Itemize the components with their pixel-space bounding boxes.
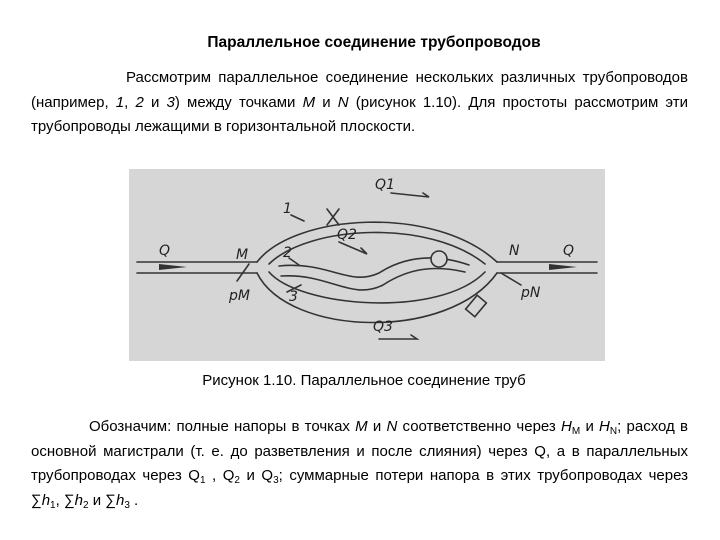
pipe-1-outer [257,222,497,262]
label-pipe-1: 1 [283,201,292,217]
pipe-1-inner [269,232,485,264]
text-span: соответственно через [397,418,562,435]
text-span: и [367,418,387,435]
page-title: Параллельное соединение трубопроводов [207,34,541,51]
pipe-2-lower [281,268,465,289]
flow-arrow-q3 [379,335,417,339]
inflow-arrow [159,264,187,270]
head-symbol: H [599,418,610,435]
label-q3: Q3 [373,319,393,335]
notation-paragraph [31,415,688,513]
text-span: ) между точками [174,93,303,111]
label-leader-1 [291,215,304,221]
text-span: ; расход в основной магистрали (т. е. до разветвления и после слияния) через Q, а в параллельных трубопроводах через Q [31,418,688,484]
pipe-number-1: 1 [115,93,125,111]
subscript: 1 [199,475,206,486]
head-symbol: H [561,418,572,435]
label-q-out: Q [563,243,575,259]
subscript: 1 [50,499,56,511]
pipeline-diagram [129,169,605,361]
subscript: N [609,426,618,437]
label-q1: Q1 [375,177,395,193]
label-pipe-3: 3 [289,289,298,305]
pipe-number-2: 2 [135,93,144,111]
text-span: и Q [239,467,274,484]
point-m: M [355,418,368,435]
text-span: ; суммарные потери напора в этих трубопроводах через ∑ [31,467,688,509]
text-span: и [580,418,600,435]
text-span: , ∑ [55,491,75,509]
subscript: 2 [82,499,89,511]
text-span: , [124,93,136,111]
loss-symbol: h [74,491,83,509]
text-span: Обозначим: полные напоры в точках [89,418,356,435]
pipe-number-3: 3 [166,93,175,111]
subscript: 3 [273,475,279,486]
flow-arrow-q2 [339,242,367,254]
text-span: и [143,93,167,111]
label-pn: pN [521,285,541,301]
text-span: (рисунок 1.10). Для простоты рассмотрим эти трубопроводы лежащими в горизонтальной плоскости. [31,93,689,135]
point-n: N [386,418,398,435]
text-span: и ∑ [88,491,116,509]
loss-symbol: h [115,491,125,509]
subscript: M [571,426,581,437]
outflow-arrow [549,264,577,270]
pipeline-figure [129,169,605,361]
text-span: Рассмотрим параллельное соединение нескольких различных трубопроводов (например, [31,69,688,111]
point-n: N [337,93,349,111]
text-span: и [315,93,338,111]
flow-arrow-q1 [391,193,429,197]
label-q-in: Q [159,243,171,259]
pipe-2-device [431,251,447,267]
valve-mark [327,209,339,225]
subscript: 3 [124,499,130,511]
text-span: , Q [205,467,235,484]
loss-symbol: h [41,491,51,509]
point-m: M [302,93,316,111]
intro-paragraph [31,66,688,140]
label-m: M [236,247,249,263]
label-pm: pM [229,288,250,304]
subscript: 2 [234,475,240,486]
label-leader-n [501,273,521,285]
label-n: N [509,243,520,259]
label-q2: Q2 [337,227,357,243]
label-pipe-2: 2 [283,245,292,261]
figure-caption: Рисунок 1.10. Параллельное соединение труб [202,372,526,389]
text-span: . [129,491,139,509]
